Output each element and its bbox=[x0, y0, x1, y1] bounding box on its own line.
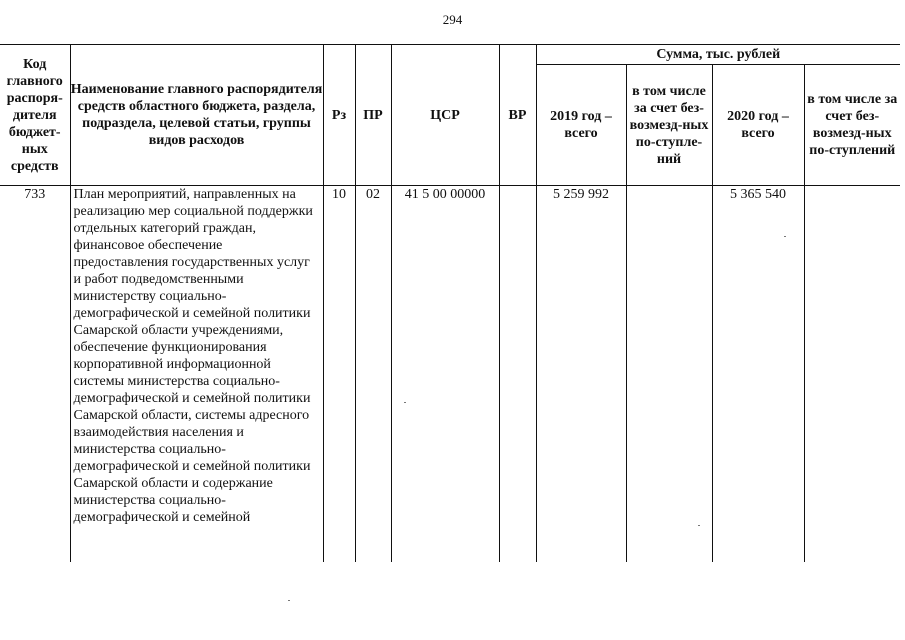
scan-speck bbox=[698, 525, 700, 526]
cell-rz: 10 bbox=[323, 186, 355, 563]
cell-name: План мероприятий, направленных на реализацию мер социальной поддержки отдельных категорий граждан, финансовое обеспечение предоставления государственных услуг и работ подведомственными министерству социально-демографической и семейной политики Самарской области учреждениями, обеспечение функционирования корпоративной информационной системы министерства социально-демографической и семейной политики Самарской области, системы адресного взаимодействия населения и министерства социально-демографической и семейной политики Самарской области и содержание министерства социально-демографической и семейной bbox=[70, 186, 323, 563]
header-pr: ПР bbox=[355, 45, 391, 186]
cell-code: 733 bbox=[24, 187, 46, 202]
cell-2020-grants bbox=[804, 186, 900, 563]
header-2020-total: 2020 год – всего bbox=[712, 65, 804, 186]
table-row bbox=[0, 186, 900, 563]
header-rz: Рз bbox=[323, 45, 355, 186]
page-number: 294 bbox=[442, 12, 463, 27]
header-vr: ВР bbox=[499, 45, 536, 186]
header-code: Код главного распоря-дителя бюджет-ных средств bbox=[0, 45, 70, 186]
budget-table bbox=[0, 44, 900, 562]
scan-speck bbox=[784, 236, 786, 237]
scan-speck bbox=[288, 600, 290, 601]
header-sum-title: Сумма, тыс. рублей bbox=[536, 45, 900, 65]
header-2020-grants: в том числе за счет без-возмезд-ных по-ступлений bbox=[804, 65, 900, 186]
cell-vr bbox=[499, 186, 536, 563]
cell-2020-total: 5 365 540 bbox=[712, 186, 804, 563]
cell-2019-total: 5 259 992 bbox=[536, 186, 626, 563]
header-csr: ЦСР bbox=[391, 45, 499, 186]
header-name: Наименование главного распорядителя средств областного бюджета, раздела, подраздела, целевой статьи, группы видов расходов bbox=[70, 45, 323, 186]
cell-pr: 02 bbox=[355, 186, 391, 563]
header-2019-grants: в том числе за счет без-возмезд-ных по-ступле-ний bbox=[626, 65, 712, 186]
header-2019-total: 2019 год – всего bbox=[536, 65, 626, 186]
scan-speck bbox=[404, 402, 406, 403]
cell-csr: 41 5 00 00000 bbox=[391, 186, 499, 563]
cell-2019-grants bbox=[626, 186, 712, 563]
